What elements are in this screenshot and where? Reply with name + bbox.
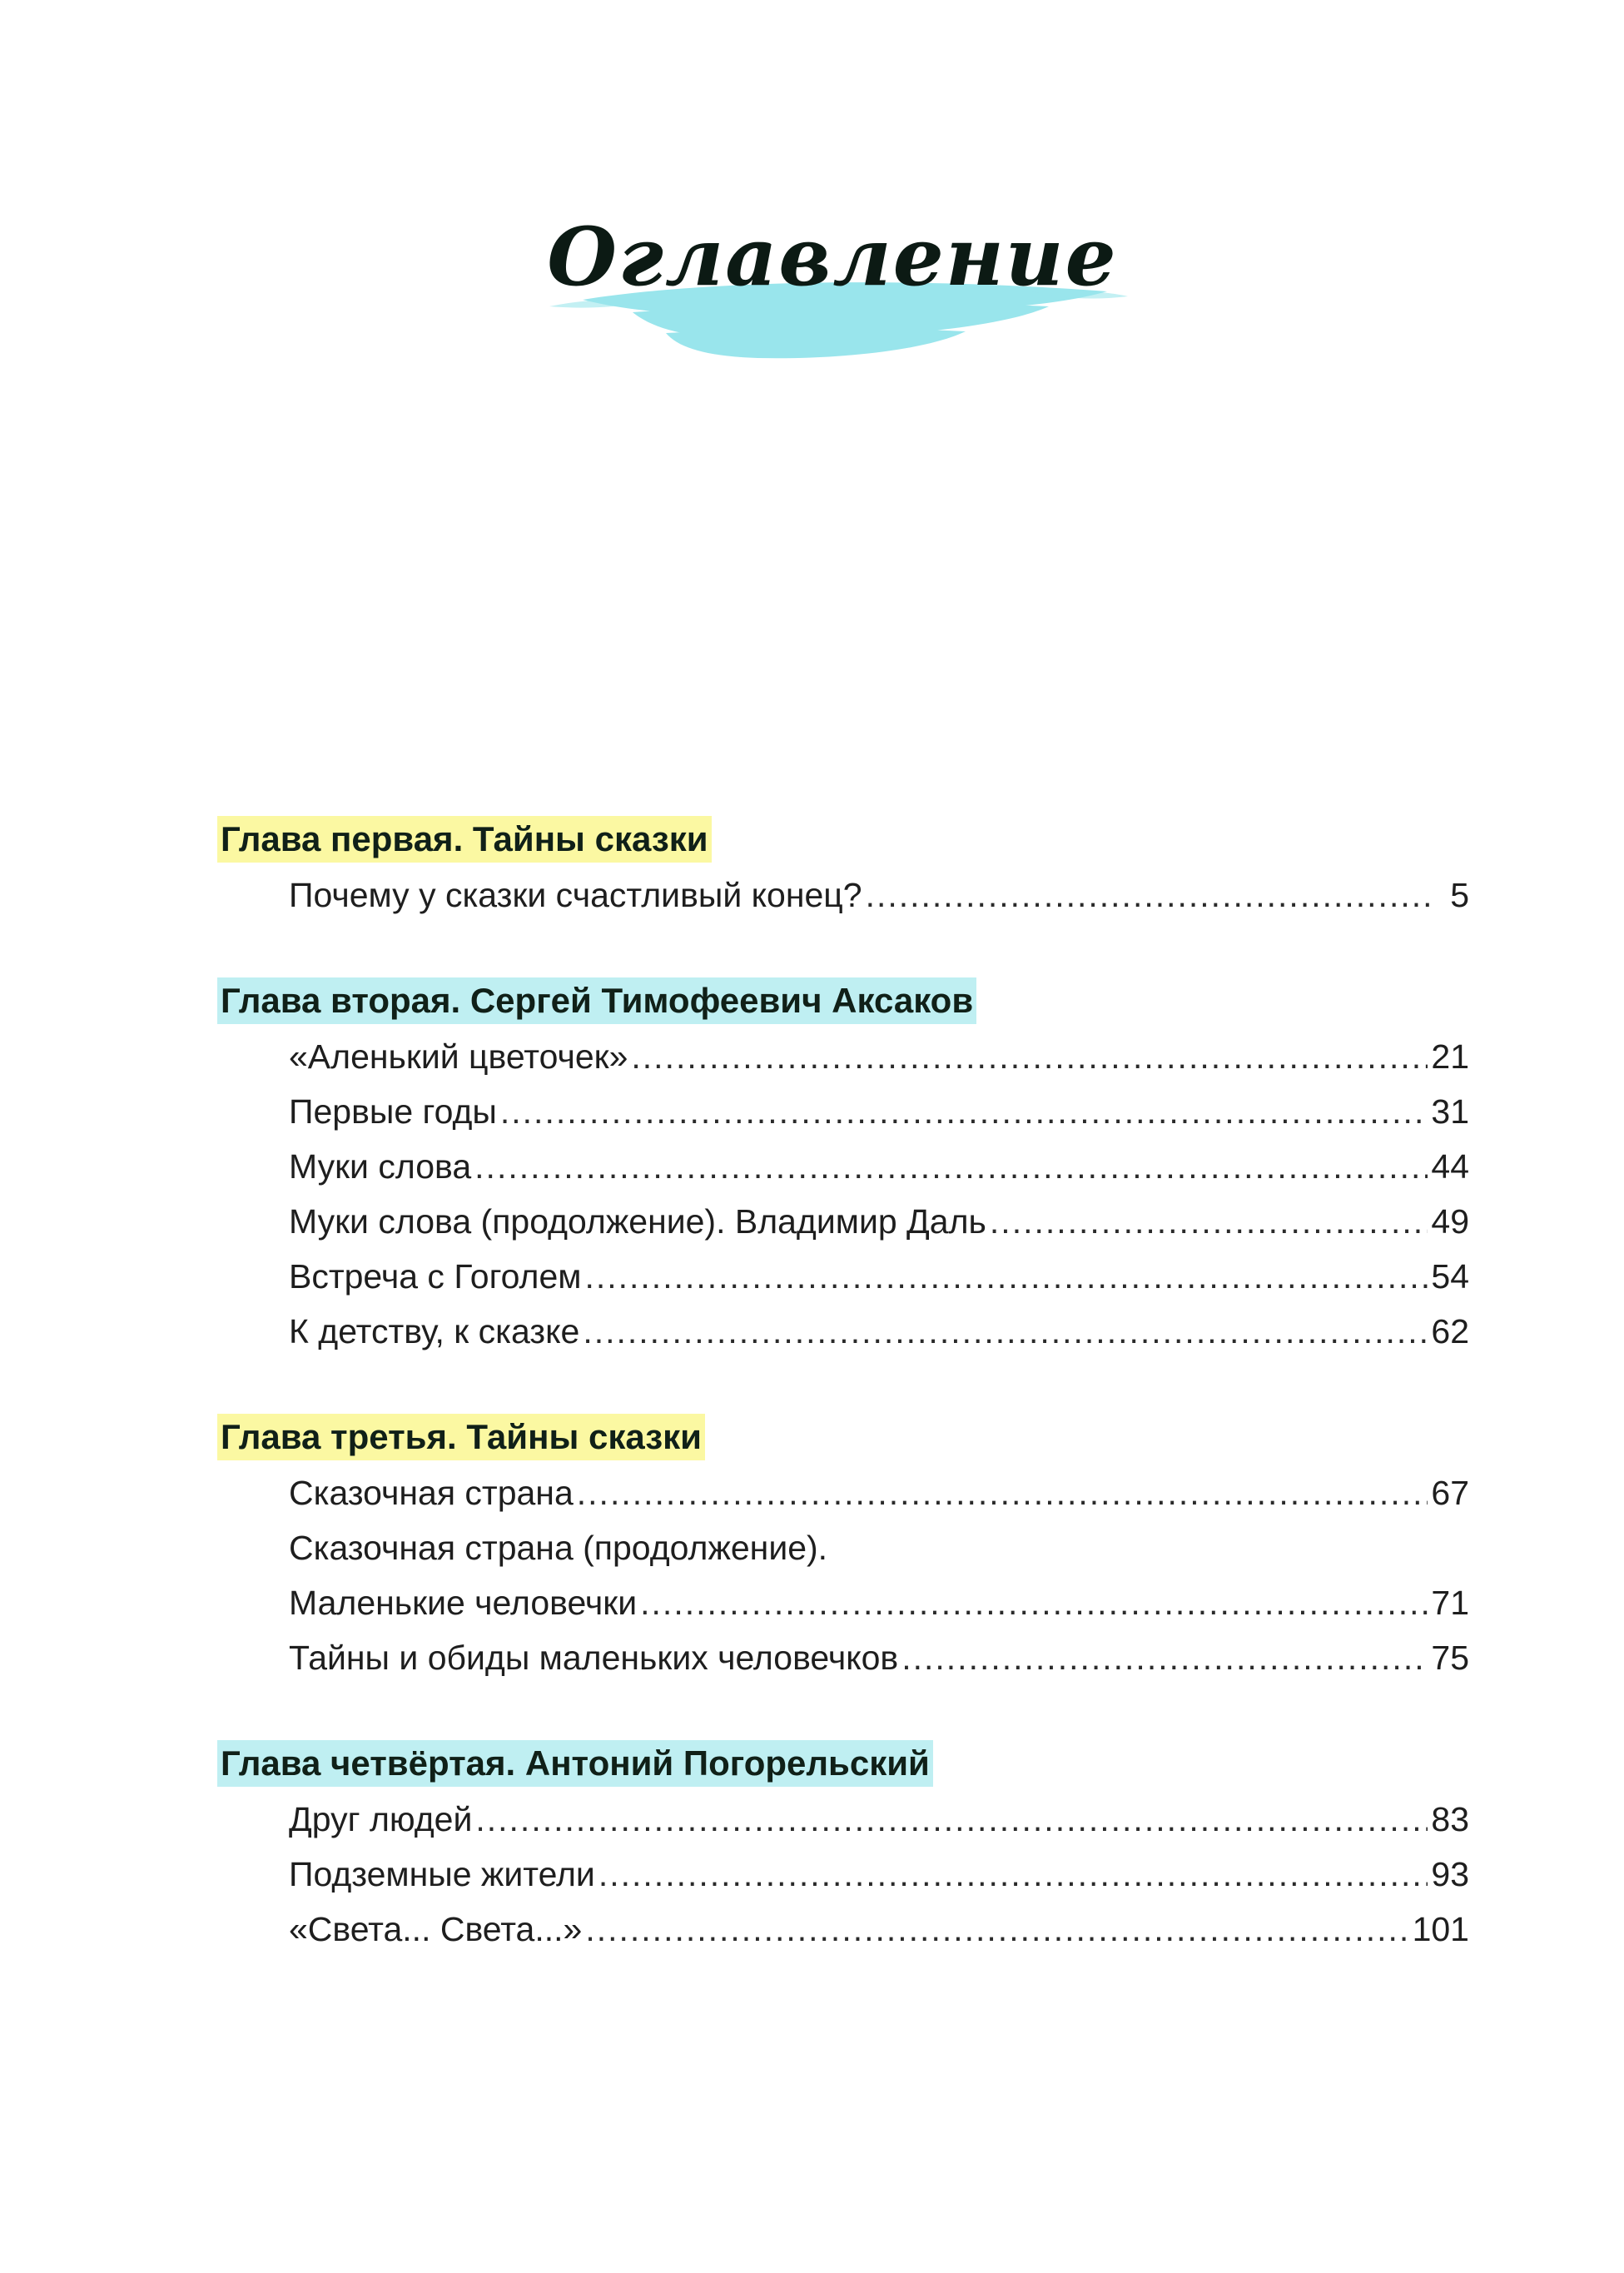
dot-leader — [500, 1084, 1428, 1139]
entry-label: К детству, к сказке — [289, 1312, 580, 1350]
entry-label: Маленькие человечки — [289, 1584, 638, 1622]
toc-entry[interactable] — [289, 1630, 1469, 1685]
entry-label: Почему у сказки счастливый конец? — [289, 876, 862, 914]
entry-page-number: 21 — [1431, 1037, 1469, 1076]
toc-entry[interactable] — [289, 1029, 1469, 1084]
chapter-1 — [221, 816, 1469, 923]
entry-page-number: 101 — [1412, 1910, 1469, 1948]
toc-entry[interactable] — [289, 868, 1469, 923]
entry-label: Первые годы — [289, 1092, 497, 1131]
chapter-entries — [289, 1792, 1469, 1957]
toc-entry[interactable] — [289, 1847, 1469, 1902]
dot-leader — [585, 1902, 1408, 1957]
chapter-title[interactable]: Глава вторая. Сергей Тимофеевич Аксаков — [217, 977, 976, 1024]
entry-page-number: 5 — [1450, 876, 1469, 914]
entry-label: Подземные жители — [289, 1855, 595, 1893]
toc-entry[interactable] — [289, 1139, 1469, 1194]
dot-leader — [990, 1194, 1428, 1249]
entry-page-number: 44 — [1431, 1147, 1469, 1186]
toc-entry[interactable] — [289, 1084, 1469, 1139]
entry-label: Муки слова (продолжение). Владимир Даль — [289, 1202, 986, 1241]
dot-leader — [584, 1249, 1428, 1304]
entry-label: Сказочная страна — [289, 1474, 574, 1512]
dot-leader — [475, 1792, 1428, 1847]
entry-page-number: 71 — [1431, 1584, 1469, 1622]
toc-entry[interactable] — [289, 1520, 1469, 1575]
entry-page-number: 93 — [1431, 1855, 1469, 1893]
toc-entry[interactable] — [289, 1465, 1469, 1520]
toc-entry[interactable] — [289, 1575, 1469, 1630]
dot-leader — [901, 1630, 1428, 1685]
title-block — [533, 167, 1132, 383]
toc-entry[interactable] — [289, 1304, 1469, 1359]
chapter-4 — [221, 1740, 1469, 1957]
entry-label: Сказочная страна (продолжение). — [289, 1529, 828, 1567]
entry-label: «Аленький цветочек» — [289, 1037, 628, 1076]
dot-leader — [577, 1465, 1428, 1520]
toc-entry[interactable] — [289, 1792, 1469, 1847]
dot-leader — [640, 1575, 1428, 1630]
chapter-entries — [289, 868, 1469, 923]
toc-entry[interactable] — [289, 1902, 1469, 1957]
entry-label: «Света... Света...» — [289, 1910, 583, 1948]
entry-page-number: 83 — [1431, 1800, 1469, 1838]
chapter-title[interactable]: Глава четвёртая. Антоний Погорельский — [217, 1740, 933, 1787]
dot-leader — [631, 1029, 1428, 1084]
dot-leader — [583, 1304, 1428, 1359]
toc-entry[interactable] — [289, 1249, 1469, 1304]
chapter-3 — [221, 1414, 1469, 1685]
entry-page-number: 31 — [1431, 1092, 1469, 1131]
entry-page-number: 67 — [1431, 1474, 1469, 1512]
entry-label: Друг людей — [289, 1800, 473, 1838]
chapter-title[interactable]: Глава третья. Тайны сказки — [217, 1414, 705, 1460]
entry-page-number: 62 — [1431, 1312, 1469, 1350]
entry-page-number: 49 — [1431, 1202, 1469, 1241]
entry-label: Тайны и обиды маленьких человечков — [289, 1639, 899, 1677]
chapter-entries — [289, 1465, 1469, 1685]
table-of-contents — [221, 816, 1469, 2012]
chapter-title[interactable]: Глава первая. Тайны сказки — [217, 816, 712, 863]
entry-page-number: 54 — [1431, 1257, 1469, 1296]
dot-leader — [474, 1139, 1428, 1194]
dot-leader — [866, 868, 1433, 923]
entry-page-number: 75 — [1431, 1639, 1469, 1677]
dot-leader — [598, 1847, 1428, 1902]
page-title: Оглавление — [547, 210, 1118, 304]
entry-label: Встреча с Гоголем — [289, 1257, 582, 1296]
chapter-2 — [221, 977, 1469, 1359]
chapter-entries — [289, 1029, 1469, 1359]
toc-entry[interactable] — [289, 1194, 1469, 1249]
entry-label: Муки слова — [289, 1147, 472, 1186]
